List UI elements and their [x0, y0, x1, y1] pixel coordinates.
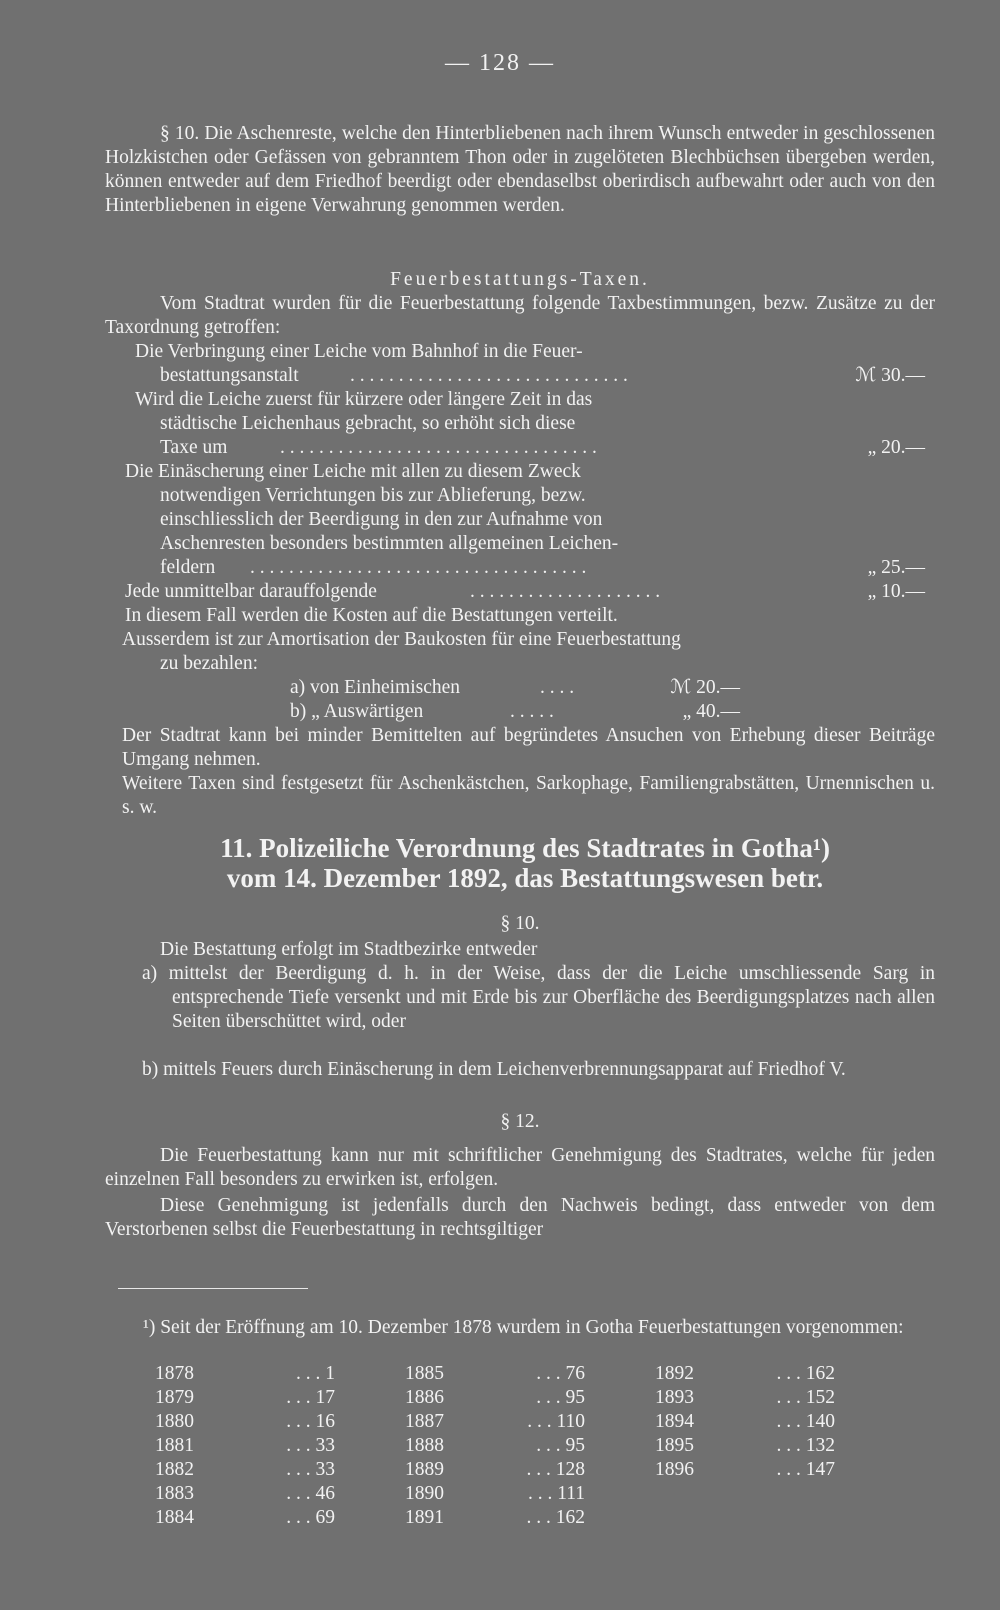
count-cell — [725, 1482, 905, 1506]
tax-item-3-line-5: feldern — [160, 557, 216, 578]
ordinance-heading-line-2: vom 14. Dezember 1892, das Bestattungswesen betr. — [226, 863, 824, 893]
section-10-item-a: a) mittelst der Beerdigung d. h. in der Weise, dass der die Leiche umschliessende Sarg in entsprechende Tiefe versenkt und mit Erde bis zur Oberfläche des Beerdigungsplatzes nach allen Seiten überschüttet wird, oder — [142, 963, 935, 1032]
count-cell: . . . 69 — [286, 1507, 335, 1528]
amortisation-a-label: a) von Einheimischen — [290, 677, 461, 698]
tax-list — [125, 340, 925, 628]
section-12-heading: § 12. — [500, 1111, 540, 1132]
tax-item-6 — [122, 628, 935, 676]
tax-item-2-line-1: Wird die Leiche zuerst für kürzere oder längere Zeit in das — [135, 389, 593, 410]
leader-dots: . . . . — [540, 677, 575, 698]
tax-item-2-value: „ 20.— — [867, 437, 925, 458]
leader-dots: . . . . . . . . . . . . . . . . . . . . . . . . . . . . . — [350, 365, 628, 386]
year-cell: 1887 — [405, 1411, 444, 1432]
tax-item-3-line-1: Die Einäscherung einer Leiche mit allen zu diesem Zweck — [125, 461, 581, 482]
tax-item-1-line-2: bestattungsanstalt — [160, 365, 299, 386]
count-cell: . . . 128 — [526, 1459, 585, 1480]
page-number: — 128 — — [445, 50, 555, 76]
table-row — [155, 1506, 905, 1530]
count-cell — [725, 1506, 905, 1530]
year-cell: 1882 — [155, 1459, 194, 1480]
year-cell: 1891 — [405, 1507, 444, 1528]
count-cell: . . . 17 — [286, 1387, 335, 1408]
tax-item-4-value: „ 10.— — [867, 581, 925, 602]
section-title: Feuerbestattungs-Taxen. — [390, 269, 650, 290]
tax-item-3-line-4: Aschenresten besonders bestimmten allgemeinen Leichen- — [160, 533, 619, 554]
section-10-intro: Die Bestattung erfolgt im Stadtbezirke entweder — [160, 939, 538, 960]
year-cell — [655, 1482, 725, 1506]
tax-item-4-line-1: Jede unmittelbar darauffolgende — [125, 581, 377, 602]
year-cell: 1879 — [155, 1387, 194, 1408]
tax-item-3-line-2: notwendigen Verrichtungen bis zur Ablieferung, bezw. — [160, 485, 586, 506]
count-cell: . . . 132 — [776, 1435, 835, 1456]
tax-intro: Vom Stadtrat wurden für die Feuerbestattung folgende Taxbestimmungen, bezw. Zusätze zu der Taxordnung getroffen: — [105, 293, 935, 338]
table-row — [155, 1458, 905, 1482]
year-cell: 1888 — [405, 1435, 444, 1456]
table-row — [155, 1482, 905, 1506]
year-cell: 1878 — [155, 1363, 194, 1384]
count-cell: . . . 95 — [536, 1387, 585, 1408]
count-cell: . . . 110 — [527, 1411, 585, 1432]
year-cell: 1894 — [655, 1411, 694, 1432]
count-cell: . . . 16 — [286, 1411, 335, 1432]
section-12-paragraph-1: Die Feuerbestattung kann nur mit schriftlicher Genehmigung des Stadtrates, welche für jeden einzelnen Fall besonders zu erwirken ist, erfolgen. — [105, 1145, 935, 1190]
year-cell: 1880 — [155, 1411, 194, 1432]
tax-item-1-line-1: Die Verbringung einer Leiche vom Bahnhof in die Feuer- — [135, 341, 583, 362]
leader-dots: . . . . . . . . . . . . . . . . . . . . — [470, 581, 661, 602]
tax-item-1-value: ℳ 30.— — [855, 365, 925, 386]
count-cell: . . . 33 — [286, 1459, 335, 1480]
count-cell: . . . 140 — [776, 1411, 835, 1432]
tax-item-2-line-3: Taxe um — [160, 437, 228, 458]
year-cell: 1885 — [405, 1363, 444, 1384]
leader-dots: . . . . . — [510, 701, 554, 722]
year-cell: 1883 — [155, 1483, 194, 1504]
tax-item-5: In diesem Fall werden die Kosten auf die Bestattungen verteilt. — [125, 605, 618, 626]
section-12-paragraph-2: Diese Genehmigung ist jedenfalls durch den Nachweis bedingt, dass entweder von dem Verstorbenen selbst die Feuerbestattung in rechtsgiltiger — [105, 1195, 935, 1240]
count-cell: . . . 111 — [527, 1483, 585, 1504]
count-cell: . . . 1 — [296, 1363, 335, 1384]
year-cell: 1884 — [155, 1507, 194, 1528]
ordinance-heading-line-1: 11. Polizeiliche Verordnung des Stadtrates in Gotha¹) — [220, 833, 830, 863]
tax-item-3-value: „ 25.— — [867, 557, 925, 578]
amortisation-b-label: b) „ Auswärtigen — [290, 701, 424, 722]
tax-item-3-line-3: einschliesslich der Beerdigung in den zur Aufnahme von — [160, 509, 603, 530]
count-cell: . . . 76 — [536, 1363, 585, 1384]
cremation-count-table — [155, 1362, 905, 1530]
year-cell — [655, 1506, 725, 1530]
leader-dots: . . . . . . . . . . . . . . . . . . . . . . . . . . . . . . . . . — [280, 437, 597, 458]
tax-item-6-line-2: zu bezahlen: — [160, 653, 258, 674]
year-cell: 1881 — [155, 1435, 194, 1456]
table-row — [155, 1410, 905, 1434]
year-cell: 1896 — [655, 1459, 694, 1480]
table-row — [155, 1386, 905, 1410]
leader-dots: . . . . . . . . . . . . . . . . . . . . . . . . . . . . . . . . . . . — [250, 557, 587, 578]
year-cell: 1889 — [405, 1459, 444, 1480]
amortisation-a-value: ℳ 20.— — [670, 677, 740, 698]
section-10-item-b: b) mittels Feuers durch Einäscherung in dem Leichenverbrennungsapparat auf Friedhof V. — [142, 1059, 846, 1080]
count-cell: . . . 95 — [536, 1435, 585, 1456]
tax-item-8: Weitere Taxen sind festgesetzt für Aschenkästchen, Sarkophage, Familiengrabstätten, Urnennischen u. s. w. — [122, 773, 935, 818]
tax-item-2-line-2: städtische Leichenhaus gebracht, so erhöht sich diese — [160, 413, 576, 434]
count-cell: . . . 33 — [286, 1435, 335, 1456]
count-cell: . . . 46 — [286, 1483, 335, 1504]
tax-item-6-line-1: Ausserdem ist zur Amortisation der Baukosten für eine Feuerbestattung — [122, 629, 681, 650]
amortisation-b-value: „ 40.— — [682, 701, 740, 722]
count-cell: . . . 147 — [776, 1459, 835, 1480]
tax-item-7: Der Stadtrat kann bei minder Bemittelten auf begründetes Ansuchen von Erhebung dieser Beiträge Umgang nehmen. — [122, 725, 935, 770]
year-cell: 1892 — [655, 1363, 694, 1384]
year-cell: 1890 — [405, 1483, 444, 1504]
count-cell: . . . 162 — [526, 1507, 585, 1528]
section-10-heading: § 10. — [500, 913, 540, 934]
footnote-rule — [118, 1288, 308, 1289]
year-cell: 1895 — [655, 1435, 694, 1456]
footnote-text: ¹) Seit der Eröffnung am 10. Dezember 1878 wurdem in Gotha Feuerbestattungen vorgenommen: — [143, 1317, 904, 1338]
table-row — [155, 1434, 905, 1458]
count-cell: . . . 152 — [776, 1387, 835, 1408]
paragraph-section-10: § 10. Die Aschenreste, welche den Hinterbliebenen nach ihrem Wunsch entweder in geschlossenen Holzkistchen oder Gefässen von gebranntem Thon oder in zugelöteten Blechbüchsen übergeben werden, können entweder auf dem Friedhof beerdigt oder ebendaselbst oberirdisch aufbewahrt oder auch von den Hinterbliebenen in eigene Verwahrung genommen werden. — [105, 123, 935, 216]
count-cell: . . . 162 — [776, 1363, 835, 1384]
year-cell: 1886 — [405, 1387, 444, 1408]
table-row — [155, 1362, 905, 1386]
year-cell: 1893 — [655, 1387, 694, 1408]
amortisation-list — [290, 676, 740, 724]
